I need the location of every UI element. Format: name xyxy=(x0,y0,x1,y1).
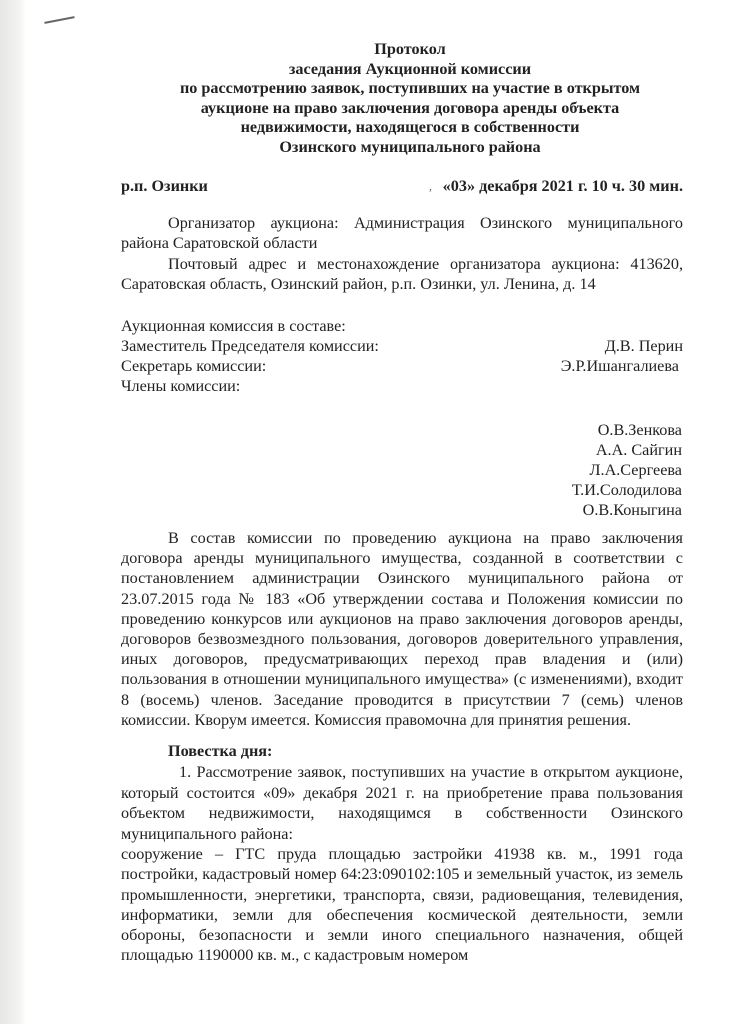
deputy-chair-name: Д.В. Перин xyxy=(604,337,683,355)
secretary-label: Секретарь комиссии: xyxy=(121,357,267,375)
member-name: Л.А.Сергеева xyxy=(589,461,682,479)
organizer-paragraph: Организатор аукциона: Администрация Озинского муниципального района Саратовской области xyxy=(121,214,683,253)
title-line: заседания Аукционной комиссии xyxy=(288,59,532,78)
secretary-row xyxy=(121,356,683,376)
scan-edge-shadow xyxy=(0,0,26,1024)
meeting-date: «03» декабря 2021 г. 10 ч. 30 мин. xyxy=(442,177,683,195)
member-name: О.В.Коныгина xyxy=(582,501,682,519)
stray-mark: , xyxy=(429,179,432,193)
commission-heading-text: Аукционная комиссия в составе: xyxy=(121,317,346,335)
composition-paragraph: В состав комиссии по проведению аукциона на право заключения договора аренды муниципального имущества, созданной в соответствии с постановлением администрации Озинского муниципального района от 23.07.2015 года № 183 «Об утверждении состава и Положения комиссии по проведению конкурсов или аукционов на право заключения договоров аренды, договоров безвозмездного пользования, договоров доверительного управления, иных договоров, предусматривающих переход прав владения и (или) пользования в отношении муниципального имущества» (с изменениями), входит 8 (восемь) членов. Заседание проводится в присутствии 7 (семь) членов комиссии. Кворум имеется. Комиссия правомочна для принятия решения. xyxy=(121,529,683,729)
member-name: А.А. Сайгин xyxy=(595,441,682,459)
agenda-item-1: 1. Рассмотрение заявок, поступивших на участие в открытом аукционе, который состоится «09» декабря 2021 г. на приобретение права пользования объектом недвижимости, находящимся в собственности Озинского муниципального района: xyxy=(121,763,683,843)
members-label: Члены комиссии: xyxy=(121,377,241,395)
commission-heading xyxy=(121,316,683,336)
member-name: О.В.Зенкова xyxy=(597,421,682,439)
members-label-row xyxy=(121,376,683,396)
member-name: Т.И.Солодилова xyxy=(571,481,682,499)
deputy-chair-row xyxy=(121,336,683,356)
title-line: недвижимости, находящегося в собственности xyxy=(240,118,580,136)
title-line: Озинского муниципального района xyxy=(279,137,541,156)
object-description: сооружение – ГТС пруда площадью застройки 41938 кв. м., 1991 года постройки, кадастровый номер 64:23:090102:105 и земельный участок, из земель промышленности, энергетики, транспорта, связи, радиовещания, телевидения, информатики, земли для обеспечения космической деятельности, земли обороны, безопасности и земли иного специального назначения, общей площадью 1190000 кв. м., с кадастровым номером xyxy=(121,845,683,965)
secretary-name: Э.Р.Ишангалиева xyxy=(560,357,679,375)
place: р.п. Озинки xyxy=(121,177,208,195)
document-title xyxy=(120,40,700,157)
title-line: по рассмотрению заявок, поступивших на участие в открытом xyxy=(179,79,641,97)
members-list xyxy=(572,420,682,520)
pen-mark xyxy=(44,16,75,24)
title-line: Протокол xyxy=(374,40,446,58)
address-paragraph: Почтовый адрес и местонахождение организатора аукциона: 413620, Саратовская область, Озинский район, р.п. Озинки, ул. Ленина, д. 14 xyxy=(121,255,683,294)
agenda-heading: Повестка дня: xyxy=(168,742,273,760)
deputy-chair-label: Заместитель Председателя комиссии: xyxy=(121,337,379,355)
title-line: аукционе на право заключения договора аренды объекта xyxy=(200,98,620,117)
